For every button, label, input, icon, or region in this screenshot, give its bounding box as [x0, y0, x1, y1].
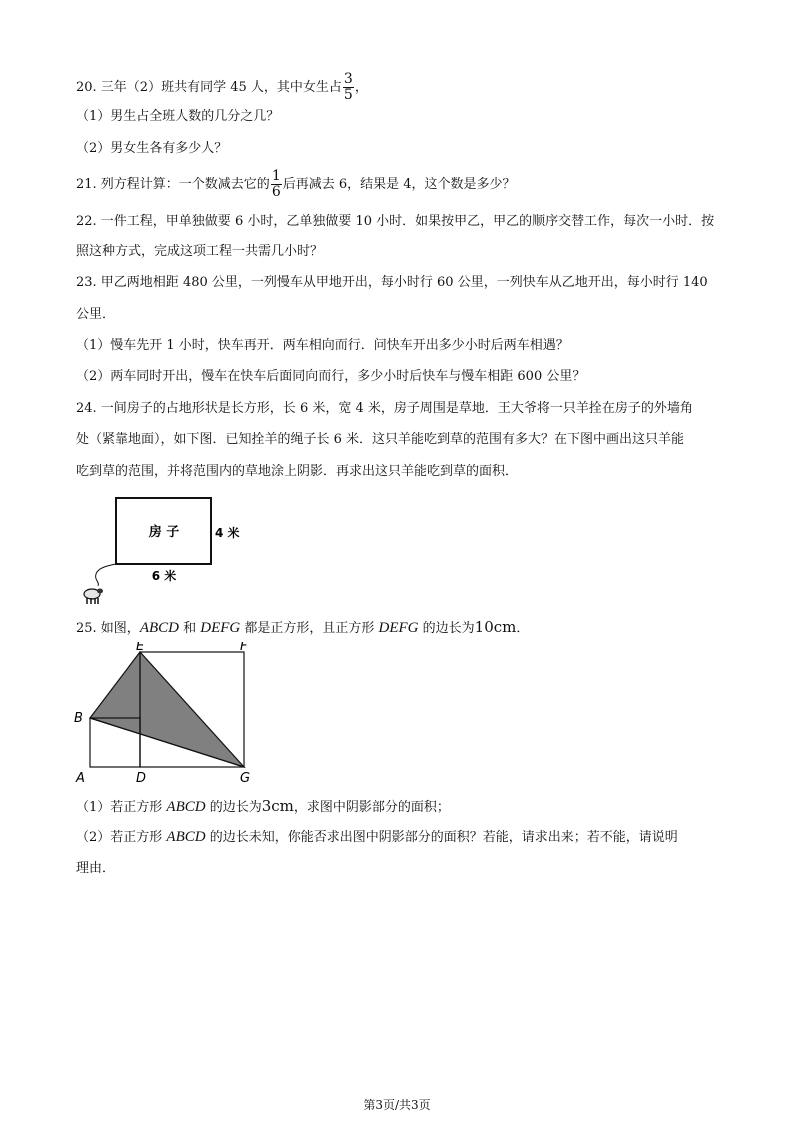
- q25-sub1-square: ABCD: [166, 799, 206, 815]
- label-f: F: [240, 642, 248, 654]
- q21-suffix: 后再减去 6，结果是 4，这个数是多少？: [282, 177, 516, 192]
- q20-fraction: [343, 72, 354, 103]
- label-d: D: [136, 771, 147, 786]
- q23-line2: 公里．: [76, 307, 116, 322]
- q25-sub2-b: 的边长未知，你能否求出图中阴影部分的面积？若能，请求出来；若不能，请说明: [205, 830, 678, 845]
- q25-sub2-square: ABCD: [166, 829, 206, 845]
- q25-stem: [76, 618, 529, 638]
- label-b: B: [74, 711, 83, 726]
- q25-sub2-line2: 理由．: [76, 861, 116, 876]
- shaded-triangle: [90, 652, 244, 767]
- q21-stem: [76, 169, 516, 200]
- q25-sub1-a: （1）若正方形: [76, 800, 167, 815]
- q23-line1: 23. 甲乙两地相距 480 公里，一列慢车从甲地开出，每小时行 60 公里，一列快车从乙地开出，每小时行 140: [76, 275, 708, 290]
- q24-line1: 24. 一间房子的占地形状是长方形，长 6 米，宽 4 米，房子周围是草地．王大爷将一只羊拴在房子的外墙角: [76, 401, 693, 416]
- q22-line2: 照这种方式，完成这项工程一共需几小时？: [76, 244, 324, 259]
- q25-stem-e: ．: [516, 621, 530, 636]
- q25-square-1: ABCD: [139, 620, 179, 636]
- label-e: E: [136, 642, 145, 654]
- page-footer: 第3页/共3页: [363, 1098, 431, 1112]
- q23-sub2: （2）两车同时开出，慢车在快车后面同向而行，多少小时后快车与慢车相距 600 公里？: [76, 369, 586, 384]
- q20-stem-prefix: 20. 三年（2）班共有同学 45 人，其中女生占: [76, 80, 342, 95]
- q25-stem-a: 25. 如图，: [76, 621, 140, 636]
- rope-line: [96, 564, 116, 586]
- sheep-icon: [84, 589, 103, 605]
- q25-sub1-length: 3cm: [261, 797, 294, 815]
- q24-house-figure: [76, 488, 266, 608]
- q20-frac-num: 3: [343, 71, 353, 87]
- q25-squares-figure: [66, 642, 266, 787]
- q20-sub1: （1）男生占全班人数的几分之几？: [76, 109, 280, 124]
- q20-frac-den: 5: [343, 87, 353, 103]
- q25-side-length: 10cm: [474, 618, 517, 636]
- q25-sub1-c: ，求图中阴影部分的面积；: [293, 800, 450, 815]
- q25-sub2: [76, 828, 678, 847]
- q25-stem-c: 都是正方形，且正方形: [240, 621, 379, 636]
- q25-sub1: [76, 797, 450, 817]
- q25-sub1-b: 的边长为: [205, 800, 262, 815]
- q22-line1: 22. 一件工程，甲单独做要 6 小时，乙单独做要 10 小时．如果按甲乙，甲乙的顺序交替工作，每次一小时．按: [76, 214, 715, 229]
- width-label: 4 米: [215, 526, 240, 540]
- length-label: 6 米: [151, 569, 177, 583]
- q25-square-2: DEFG: [200, 620, 241, 636]
- q21-prefix: 21. 列方程计算：一个数减去它的: [76, 177, 270, 192]
- house-label: 房 子: [148, 525, 180, 540]
- q24-line2: 处（紧靠地面），如下图．已知拴羊的绳子长 6 米．这只羊能吃到草的范围有多大？在下图中画出这只羊能: [76, 432, 685, 447]
- q20-sub2: （2）男女生各有多少人？: [76, 141, 228, 156]
- q24-line3: 吃到草的范围，并将范围内的草地涂上阴影．再求出这只羊能吃到草的面积．: [76, 464, 519, 479]
- label-g: G: [240, 771, 251, 786]
- q25-square-3: DEFG: [378, 620, 419, 636]
- q25-stem-d: 的边长为: [418, 621, 475, 636]
- q20-stem-suffix: ，: [354, 80, 368, 95]
- q25-sub2-a: （2）若正方形: [76, 830, 167, 845]
- q21-frac-den: 6: [271, 184, 281, 200]
- q20-stem: [76, 72, 368, 103]
- q25-stem-b: 和: [178, 621, 201, 636]
- q21-frac-num: 1: [271, 168, 281, 184]
- label-a: A: [76, 771, 85, 786]
- q21-fraction: [271, 169, 282, 200]
- q23-sub1: （1）慢车先开 1 小时，快车再开．两车相向而行．问快车开出多少小时后两车相遇？: [76, 338, 569, 353]
